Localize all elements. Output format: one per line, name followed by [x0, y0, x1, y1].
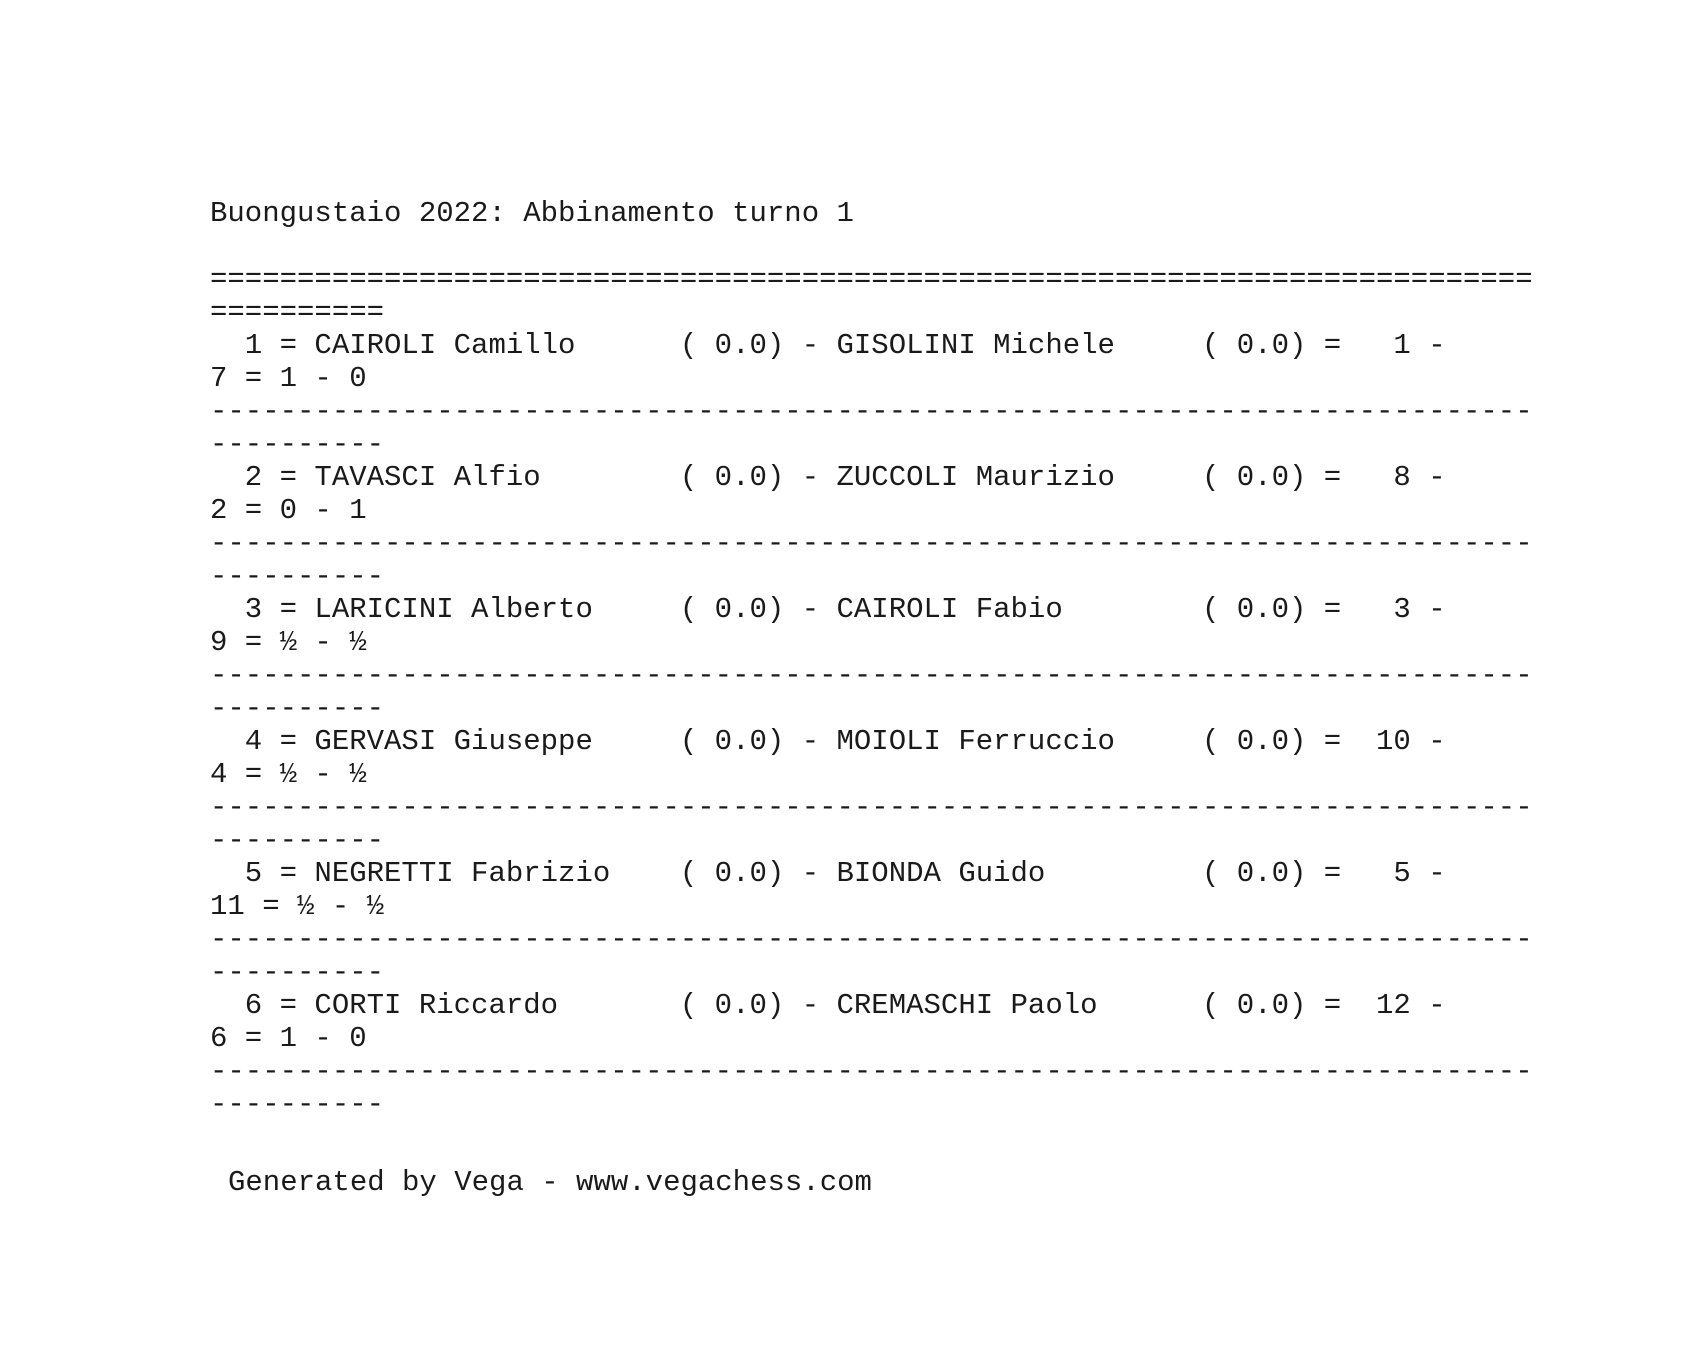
pairing-row-5-result: 11 = ½ - ½ [210, 890, 385, 923]
divider-line-wrap: ---------- [210, 428, 385, 461]
divider-line: ---------------------------------------------------------------------------- [210, 1055, 1533, 1088]
pairing-row-3-result: 9 = ½ - ½ [210, 626, 367, 659]
pairing-row-5: 5 = NEGRETTI Fabrizio ( 0.0) - BIONDA Guido ( 0.0) = 5 - [210, 857, 1446, 890]
pairing-row-4-result: 4 = ½ - ½ [210, 758, 367, 791]
pairing-row-2: 2 = TAVASCI Alfio ( 0.0) - ZUCCOLI Maurizio ( 0.0) = 8 - [210, 461, 1446, 494]
divider-line: ---------------------------------------------------------------------------- [210, 923, 1533, 956]
divider-line-wrap: ---------- [210, 1088, 385, 1121]
pairing-row-6-result: 6 = 1 - 0 [210, 1022, 367, 1055]
pairing-row-4: 4 = GERVASI Giuseppe ( 0.0) - MOIOLI Ferruccio ( 0.0) = 10 - [210, 725, 1446, 758]
divider-line: ---------------------------------------------------------------------------- [210, 395, 1533, 428]
divider-line-wrap: ---------- [210, 824, 385, 857]
divider-line: ---------------------------------------------------------------------------- [210, 791, 1533, 824]
document-title: Buongustaio 2022: Abbinamento turno 1 [210, 197, 854, 230]
separator-line-wrap: ========== [210, 296, 385, 329]
pairing-row-1: 1 = CAIROLI Camillo ( 0.0) - GISOLINI Michele ( 0.0) = 1 - [210, 329, 1446, 362]
generator-footer: Generated by Vega - www.vegachess.com [228, 1166, 872, 1199]
divider-line-wrap: ---------- [210, 692, 385, 725]
divider-line-wrap: ---------- [210, 956, 385, 989]
pairing-row-3: 3 = LARICINI Alberto ( 0.0) - CAIROLI Fabio ( 0.0) = 3 - [210, 593, 1446, 626]
separator-line: ============================================================================ [210, 263, 1533, 296]
divider-line-wrap: ---------- [210, 560, 385, 593]
pairing-row-1-result: 7 = 1 - 0 [210, 362, 367, 395]
title-spacer [210, 230, 1610, 263]
pairing-document [210, 197, 1610, 1121]
divider-line: ---------------------------------------------------------------------------- [210, 659, 1533, 692]
pairing-row-2-result: 2 = 0 - 1 [210, 494, 367, 527]
divider-line: ---------------------------------------------------------------------------- [210, 527, 1533, 560]
pairing-row-6: 6 = CORTI Riccardo ( 0.0) - CREMASCHI Paolo ( 0.0) = 12 - [210, 989, 1446, 1022]
